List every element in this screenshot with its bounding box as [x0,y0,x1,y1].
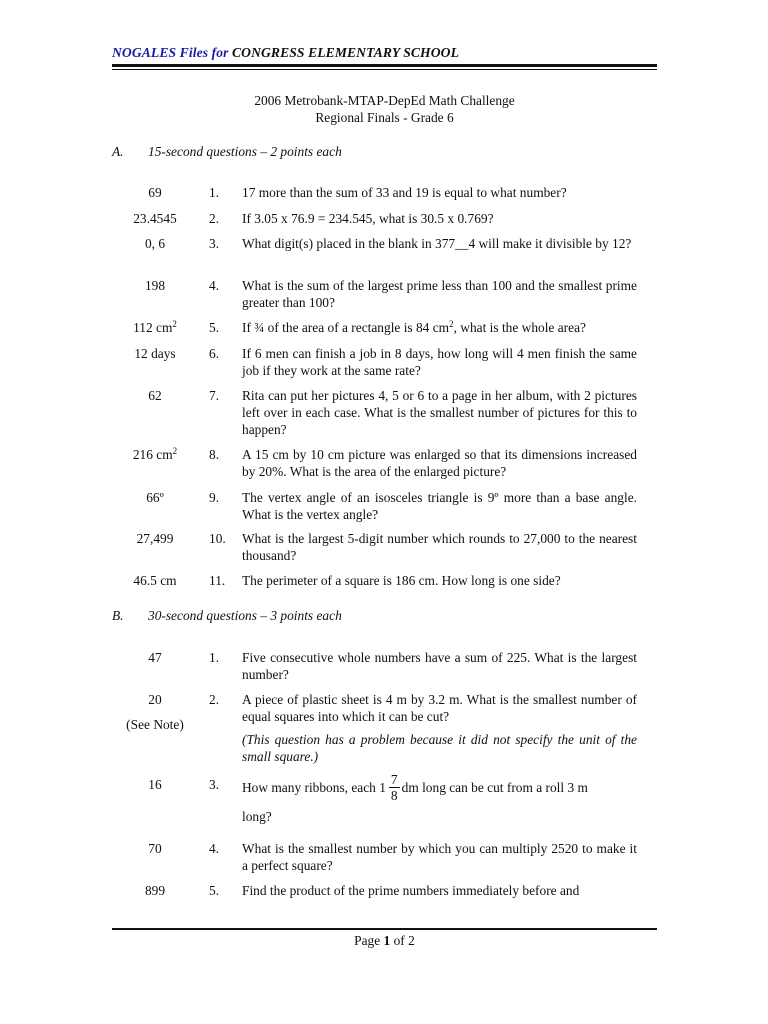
question-number: 5. [209,883,220,898]
question-text-part: A piece of plastic sheet is 4 m by 3.2 m. What is the smallest number of equal squares into which it can be cut? [242,692,637,724]
question-number: 2. [209,692,220,707]
question-number: 4. [209,278,220,293]
answer [112,691,198,733]
question-text: A 15 cm by 10 cm picture was enlarged so that its dimensions increased by 20%. What is the area of the enlarged picture? [242,447,637,479]
footer-rule [112,928,657,930]
answer: 198 [144,278,166,293]
section-b-title: 30-second questions – 3 points each [148,608,342,623]
contest-subtitle: Regional Finals - Grade 6 [315,110,454,125]
question-number: 6. [209,346,220,361]
question-number: 4. [209,841,220,856]
text-exponent: 2 [449,319,454,329]
question-text-line [242,772,637,803]
header-source: NOGALES Files for [112,45,229,60]
question-number: 11. [209,573,226,588]
page-total: 2 [408,933,415,948]
question-number: 5. [209,320,220,335]
question-text-part: If ¾ of the area of a rectangle is 84 cm [242,320,450,335]
section-b-letter: B. [112,608,124,623]
question-text-part: , what is the whole area? [453,320,586,335]
question-text [242,772,637,825]
answer [112,446,198,463]
question-text: What digit(s) placed in the blank in 377__4 will make it divisible by 12? [242,236,632,251]
answer: 12 days [134,346,176,361]
question-note: (This question has a problem because it did not specify the unit of the small square.) [242,732,637,764]
document-header [112,44,459,61]
header-rule-thin [112,69,657,70]
page-label: Page [354,933,381,948]
answer [112,319,198,336]
question-text [242,319,637,336]
answer: 66º [146,490,164,505]
answer: 899 [144,883,166,898]
question-text-part: long? [242,809,272,824]
answer-exponent: 2 [172,446,178,456]
fraction-denominator: 8 [390,788,398,803]
question-number: 10. [209,531,226,546]
question-text: What is the sum of the largest prime less than 100 and the smallest prime greater than 100? [242,278,637,310]
question-text: If 3.05 x 76.9 = 234.545, what is 30.5 x 0.769? [242,211,494,226]
question-text-part: dm long can be cut from a roll 3 m [401,780,588,795]
question-number: 1. [209,650,220,665]
answer: 46.5 cm [133,573,177,588]
answer: 70 [148,841,162,856]
question-text: 17 more than the sum of 33 and 19 is equal to what number? [242,185,567,200]
page-footer [112,932,657,949]
header-school: CONGRESS ELEMENTARY SCHOOL [232,45,459,60]
question-number: 1. [209,185,220,200]
section-a-title: 15-second questions – 2 points each [148,144,342,159]
question-number: 9. [209,490,220,505]
answer-value: 216 cm [132,447,173,462]
answer: 47 [148,650,162,665]
section-a-heading [112,143,342,160]
answer: 27,499 [136,531,174,546]
page-number: 1 [383,933,391,948]
question-text: Five consecutive whole numbers have a sum of 225. What is the largest number? [242,650,637,682]
question-text: What is the smallest number by which you can multiply 2520 to make it a perfect square? [242,841,637,873]
question-text: The vertex angle of an isosceles triangle is 9º more than a base angle. What is the vertex angle? [242,490,637,522]
answer-value: 112 cm [133,320,173,335]
question-text: What is the largest 5-digit number which rounds to 27,000 to the nearest thousand? [242,531,637,563]
answer: 16 [148,777,162,792]
question-text: The perimeter of a square is 186 cm. How long is one side? [242,573,561,588]
question-number: 7. [209,388,220,403]
of-label: of [393,933,405,948]
question-number: 3. [209,236,220,251]
answer: 0, 6 [144,236,166,251]
header-rule-thick [112,64,657,67]
fraction-numerator: 7 [390,772,398,787]
section-b-heading [112,607,342,624]
answer-note: (See Note) [126,717,184,732]
question-number: 2. [209,211,220,226]
question-text [242,691,637,765]
question-text: If 6 men can finish a job in 8 days, how long will 4 men finish the same job if they work at the same rate? [242,346,637,378]
question-number: 3. [209,777,220,792]
question-text: Rita can put her pictures 4, 5 or 6 to a page in her album, with 2 pictures left over in each case. What is the smallest number of pictures for this to happen? [242,388,637,437]
question-text: Find the product of the prime numbers immediately before and [242,883,580,898]
answer: 62 [148,388,162,403]
answer: 23.4545 [133,211,177,226]
answer: 69 [148,185,162,200]
answer-exponent: 2 [172,319,177,329]
mixed-fraction [389,772,400,803]
question-text-part: How many ribbons, each 1 [242,780,386,795]
question-number: 8. [209,447,220,462]
contest-title: 2006 Metrobank-MTAP-DepEd Math Challenge [254,93,515,108]
answer-value: 20 [148,692,162,707]
section-a-letter: A. [112,144,124,159]
